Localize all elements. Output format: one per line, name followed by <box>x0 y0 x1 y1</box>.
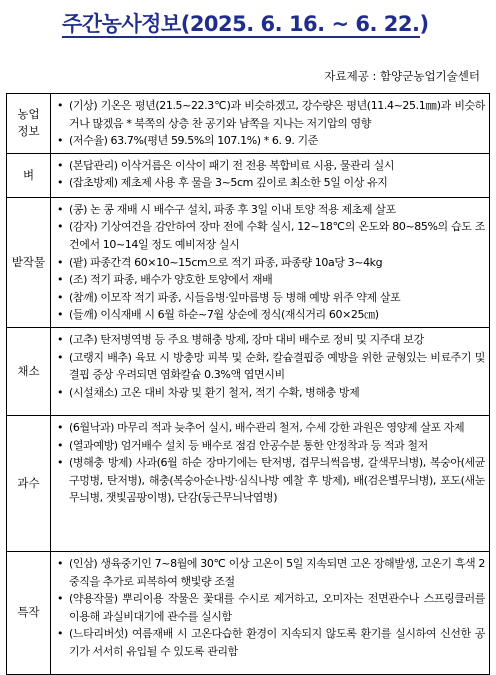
list-item: • (들깨) 이식재배 시 6월 하순~7월 상순에 정식(재식거리 60×25㎝) <box>55 306 485 324</box>
list-item: • (감자) 기상여건을 감안하여 장마 전에 수확 실시, 12~18℃의 온도와 80~85%의 습도 조건에서 10~14일 정도 예비저장 실시 <box>55 218 485 253</box>
list-item: • (느타리버섯) 여름재배 시 고온다습한 환경이 지속되지 않도록 환기를 실시하여 신선한 공기가 서서히 유입될 수 있도록 관리함 <box>55 625 485 660</box>
list-item: • (저수율) 63.7%(평년 59.5%의 107.1%) * 6. 9. 기준 <box>55 132 485 150</box>
content-cell <box>51 197 490 327</box>
list-item: • (잡초방제) 제초제 사용 후 물을 3~5cm 깊이로 최소한 5일 이상 유지 <box>55 174 485 192</box>
table-row <box>7 327 490 415</box>
category-label: 특작 <box>17 605 40 620</box>
page-title: 주간농사정보(2025. 6. 16. ~ 6. 22.) <box>62 12 429 36</box>
list-item: • (열과예방) 엄거배수 설치 등 배수로 점검 안공수분 통한 안정착과 등 적과 철저 <box>55 437 485 455</box>
content-cell <box>51 94 490 154</box>
category-cell <box>7 551 51 674</box>
list-item: • (병해충 방제) 사과(6월 하순 장마기에는 탄저병, 겹무늬썩음병, 갈색무늬병), 복숭아(세균구멍병, 탄저병), 해충(복숭아순나방·심식나방 예찰 후 방제), 배(검은별무늬병), 포도(새눈무늬병, 잿빛곰팡이병), 단감(둥근무늬낙엽병) <box>55 454 485 507</box>
list-item: • (고랭지 배추) 육묘 시 방충망 피복 및 순화, 칼슘결핍증 예방을 위한 균형있는 비료주기 및 결핍 증상 우려되면 염화칼슘 0.3%액 엽면시비 <box>55 349 485 384</box>
list-item: • (시설채소) 고온 대비 차광 및 환기 철저, 적기 수확, 병해충 방제 <box>55 384 485 402</box>
table-row <box>7 415 490 551</box>
list-item: • (인삼) 생육중기인 7~8월에 30℃ 이상 고온이 5일 지속되면 고온 장해발생, 고온기 흑색 2중직을 추가로 피복하여 햇빛량 조절 <box>55 555 485 590</box>
table-row <box>7 551 490 674</box>
list-item: • (고추) 탄저병역병 등 주요 병해충 방제, 장마 대비 배수로 정비 및 지주대 보강 <box>55 331 485 349</box>
table-row <box>7 197 490 327</box>
table-row <box>7 153 490 197</box>
content-cell <box>51 327 490 415</box>
list-item: • (6월낙과) 마무리 적과 늦추어 실시, 배수관리 철저, 수세 강한 과원은 영양제 살포 자제 <box>55 419 485 437</box>
content-cell <box>51 551 490 674</box>
category-label: 과수 <box>17 475 40 490</box>
source-credit: 자료제공 : 함양군농업기술센터 <box>324 69 480 83</box>
category-cell <box>7 94 51 154</box>
list-item: • (참깨) 이모작 적기 파종, 시들음병·잎마름병 등 병해 예방 위주 약제 살포 <box>55 289 485 307</box>
content-cell <box>51 415 490 551</box>
list-item: • (조) 적기 파종, 배수가 양호한 토양에서 재배 <box>55 271 485 289</box>
category-cell <box>7 415 51 551</box>
list-item: • (콩) 논 콩 재배 시 배수구 설치, 파종 후 3일 이내 토양 적용 제초제 살포 <box>55 201 485 219</box>
list-item: • (본답관리) 이삭거름은 이삭이 패기 전 전용 복합비료 시용, 물관리 실시 <box>55 157 485 175</box>
list-item: • (기상) 기온은 평년(21.5~22.3℃)과 비슷하겠고, 강수량은 평년(11.4~25.1㎜)과 비슷하거나 많겠음 * 북쪽의 상층 찬 공기와 남쪽을 지나는 저기압의 영향 <box>55 97 485 132</box>
list-item: • (약용작물) 뿌리이용 작물은 꽃대를 수시로 제거하고, 오미자는 전면관수나 스프링클러를 이용해 과실비대기에 관수를 실시함 <box>55 590 485 625</box>
category-label: 채소 <box>17 363 40 378</box>
content-cell <box>51 153 490 197</box>
category-cell <box>7 153 51 197</box>
category-label: 벼 <box>22 167 35 182</box>
table-row <box>7 94 490 154</box>
category-cell <box>7 327 51 415</box>
list-item: • (팥) 파종간격 60×10~15cm으로 적기 파종, 파종량 10a당 3~4kg <box>55 254 485 272</box>
category-label: 농업 정보 <box>17 107 40 139</box>
category-cell <box>7 197 51 327</box>
title-underline <box>62 36 420 38</box>
farm-info-table <box>6 93 490 675</box>
category-label: 밭작물 <box>11 254 46 269</box>
